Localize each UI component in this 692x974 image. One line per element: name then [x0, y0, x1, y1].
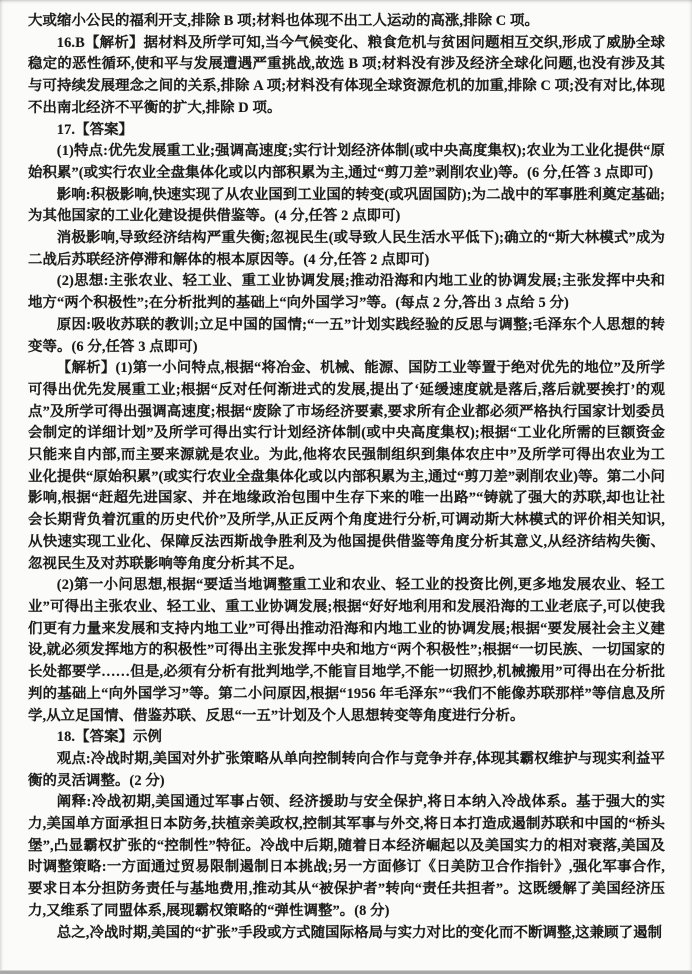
paragraph: 16.B【解析】据材料及所学可知,当今气候变化、粮食危机与贫困问题相互交织,形成了威胁全球稳定的恶性循环,使和平与发展遭遇严重挑战,故选 B 项;材料没有涉及经济全球化问题,也没有涉及其与可持续发展理念之间的关系,排除 A 项;材料没有体现全球资源危机的加重,排除 C 项;没有对比,体现不出南北经济不平衡的扩大,排除 D 项。	[28, 34, 665, 116]
paragraph: (2)第一小问思想,根据“要适当地调整重工业和农业、轻工业的投资比例,更多地发展农业、轻工业”可得出主张农业、轻工业、重工业协调发展;根据“好好地利用和发展沿海的工业老底子,可以使我们更有力量来发展和支持内地工业”可得出推动沿海和内地工业的协调发展;根据“要发展社会主义建设,就必须发挥地方的积极性”可得出主张发挥中央和地方“两个积极性”;根据“一切民族、一切国家的长处都要学……但是,必须有分析有批判地学,不能盲目地学,不能一切照抄,机械搬用”可得出在分析批判的基础上“向外国学习”等。第二小问原因,根据“1956 年毛泽东”“我们不能像苏联那样”等信息及所学,从立足国情、借鉴苏联、反思“一五”计划及个人思想转变等角度进行分析。	[28, 577, 665, 724]
answer-key-text	[28, 11, 665, 944]
paragraph: 18.【答案】示例	[56, 729, 163, 746]
paragraph: 【解析】(1)第一小问特点,根据“将冶金、机械、能源、国防工业等置于绝对优先的地位”及所学可得出优先发展重工业;根据“反对任何渐进式的发展,提出了‘延缓速度就是落后,落后就要挨打’的观点”及所学可得出强调高速度;根据“废除了市场经济要素,要求所有企业都必须严格执行国家计划委员会制定的详细计划”及所学可得出实行计划经济体制(或中央高度集权);根据“工业化所需的巨额资金只能来自内部,而主要来源就是农业。为此,他将农民强制组织到集体农庄中”及所学可得出农业为工业化提供“原始积累”(或实行农业全盘集体化或以内部积累为主,通过“剪刀差”剥削农业)等。第二小问影响,根据“赶超先进国家、并在地缘政治包围中生存下来的唯一出路”“铸就了强大的苏联,却也让社会长期背负着沉重的历史代价”及所学,从正反两个角度进行分析,可调动斯大林模式的评价相关知识,从快速实现工业化、保障反法西斯战争胜利及为他国提供借鉴等角度分析其意义,从经济结构失衡、忽视民生及对苏联影响等角度分析其不足。	[28, 360, 665, 572]
paragraph: 消极影响,导致经济结构严重失衡;忽视民生(或导致人民生活水平低下);确立的“斯大林模式”成为二战后苏联经济停滞和解体的根本原因等。(4 分,任答 2 点即可)	[28, 230, 665, 268]
paragraph: 原因:吸收苏联的教训;立足中国的国情;“一五”计划实践经验的反思与调整;毛泽东个人思想的转变等。(6 分,任答 3 点即可)	[28, 316, 665, 355]
paragraph: 17.【答案】	[56, 121, 134, 138]
paragraph: 观点:冷战时期,美国对外扩张策略从单向控制转向合作与竞争并存,体现其霸权维护与现实利益平衡的灵活调整。(2 分)	[28, 750, 665, 789]
scan-bottom-band	[0, 970, 692, 974]
paragraph: 阐释:冷战初期,美国通过军事占领、经济援助与安全保护,将日本纳入冷战体系。基于强大的实力,美国单方面承担日本防务,扶植亲美政权,控制其军事与外交,将日本打造成遏制苏联和中国的“桥头堡”,凸显霸权扩张的“控制性”特征。冷战中后期,随着日本经济崛起以及美国实力的相对衰落,美国及时调整策略:一方面通过贸易限制遏制日本挑战;另一方面修订《日美防卫合作指针》,强化军事合作,要求日本分担防务责任与基地费用,推动其从“被保护者”转向“责任共担者”。这既缓解了美国经济压力,又维系了同盟体系,展现霸权策略的“弹性调整”。(8 分)	[28, 794, 665, 919]
paragraph: 影响:积极影响,快速实现了从农业国到工业国的转变(或巩固国防);为二战中的军事胜利奠定基础;为其他国家的工业化建设提供借鉴等。(4 分,任答 2 点即可)	[28, 186, 665, 225]
paragraph: 总之,冷战时期,美国的“扩张”手段或方式随国际格局与实力对比的变化而不断调整,这兼顾了遏制	[56, 924, 663, 941]
paragraph: (2)思想:主张农业、轻工业、重工业协调发展;推动沿海和内地工业的协调发展;主张发挥中央和地方“两个积极性”;在分析批判的基础上“向外国学习”等。(每点 2 分,答出 3 点给 5 分)	[28, 273, 665, 312]
paragraph: (1)特点:优先发展重工业;强调高速度;实行计划经济体制(或中央高度集权);农业为工业化提供“原始积累”(或实行农业全盘集体化或以内部积累为主,通过“剪刀差”剥削农业)等。(6 分,任答 3 点即可)	[28, 143, 665, 181]
paragraph: 大或缩小公民的福利开支,排除 B 项;材料也体现不出工人运动的高涨,排除 C 项。	[28, 13, 539, 29]
